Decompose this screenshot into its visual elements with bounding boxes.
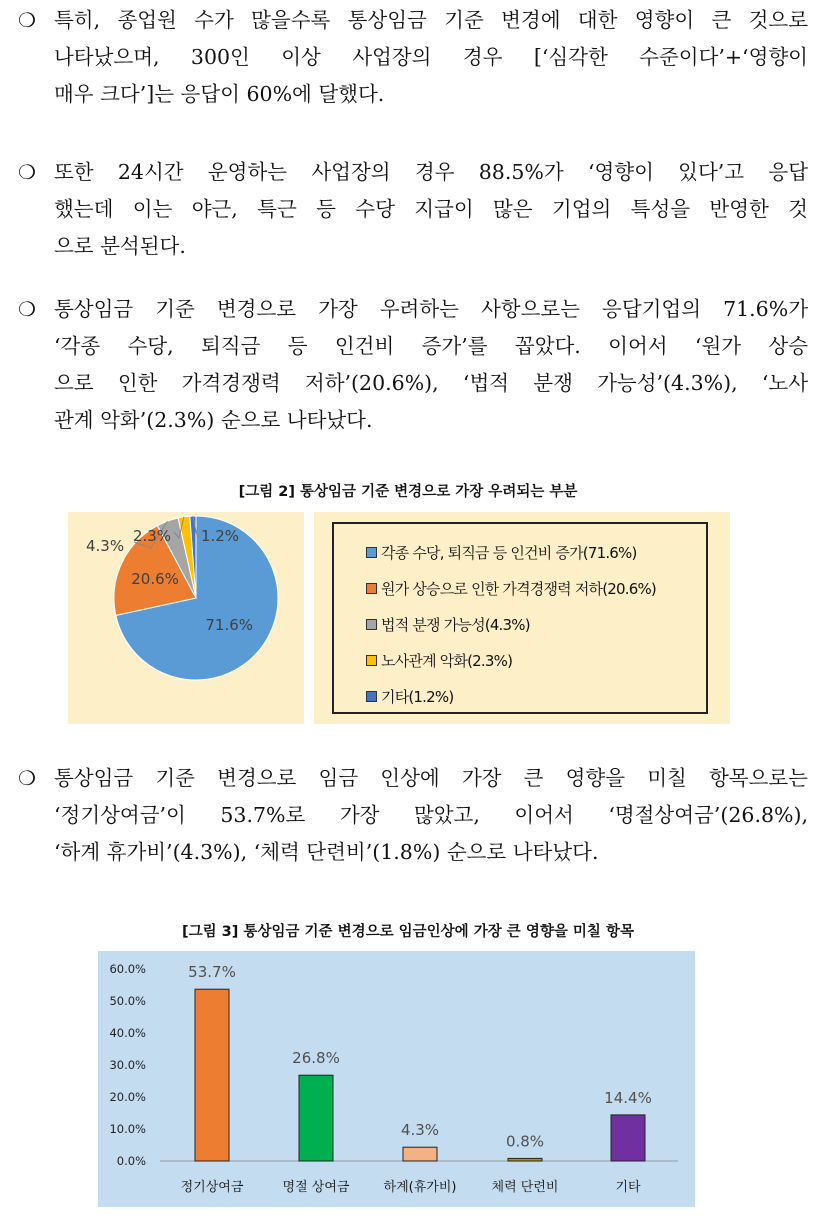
- legend-swatch: [366, 547, 377, 558]
- pie-data-label: 1.2%: [200, 527, 240, 545]
- x-category-label: 기타: [615, 1180, 641, 1195]
- legend-label: 기타(1.2%): [381, 687, 454, 706]
- pie-data-label: 20.6%: [131, 570, 179, 589]
- pie-data-label: 2.3%: [132, 527, 172, 545]
- bar: [611, 1115, 645, 1161]
- y-tick-label: 20.0%: [109, 1090, 146, 1104]
- bar-data-label: 4.3%: [400, 1121, 440, 1140]
- paragraph-line: 통상임금 기준 변경으로 가장 우려하는 사항으로는 응답기업의 71.6%가: [54, 297, 808, 321]
- pie-legend-panel: [314, 512, 730, 724]
- legend-item: [366, 642, 706, 678]
- bar-data-label: 0.8%: [505, 1132, 545, 1151]
- paragraph-line: 매우 크다’]는 응답이 60%에 달했다.: [54, 82, 385, 106]
- circle-bullet-icon: ❍: [18, 8, 36, 32]
- paragraph-2: [18, 154, 808, 265]
- paragraph-3: [18, 291, 808, 439]
- y-tick-label: 50.0%: [109, 994, 146, 1008]
- paragraph-line: 했는데 이는 야근, 특근 등 수당 지급이 많은 기업의 특성을 반영한 것: [54, 197, 808, 221]
- figure-3-title: [그림 3] 통상임금 기준 변경으로 임금인상에 가장 큰 영향을 미칠 항목: [181, 924, 634, 940]
- legend-label: 원가 상승으로 인한 가격경쟁력 저하(20.6%): [381, 579, 656, 598]
- y-tick-label: 10.0%: [109, 1122, 146, 1136]
- pie-legend: [332, 522, 708, 714]
- bar-data-label: 53.7%: [188, 963, 236, 982]
- bar-data-label: 14.4%: [604, 1088, 652, 1107]
- paragraph-4: [18, 760, 808, 871]
- legend-label: 각종 수당, 퇴직금 등 인건비 증가(71.6%): [381, 543, 637, 562]
- circle-bullet-icon: ❍: [18, 297, 36, 321]
- bar: [508, 1158, 542, 1161]
- legend-item: [366, 534, 706, 570]
- pie-data-label: 4.3%: [86, 537, 125, 555]
- bar: [195, 989, 229, 1161]
- x-category-label: 체력 단련비: [491, 1180, 559, 1195]
- legend-swatch: [366, 691, 377, 702]
- paragraph-line: 통상임금 기준 변경으로 임금 인상에 가장 큰 영향을 미칠 항목으로는: [54, 766, 808, 790]
- bar: [403, 1147, 437, 1161]
- x-category-label: 정기상여금: [180, 1180, 244, 1195]
- circle-bullet-icon: ❍: [18, 160, 36, 184]
- y-tick-label: 60.0%: [109, 962, 146, 976]
- x-category-label: 하계(휴가비): [383, 1180, 457, 1195]
- legend-item: [366, 678, 706, 714]
- legend-item: [366, 606, 706, 642]
- legend-swatch: [366, 619, 377, 630]
- bar: [299, 1075, 333, 1161]
- y-tick-label: 0.0%: [116, 1154, 146, 1168]
- legend-item: [366, 570, 706, 606]
- legend-label: 법적 분쟁 가능성(4.3%): [381, 615, 530, 634]
- bar-chart-panel: [98, 951, 695, 1207]
- paragraph-1: [18, 2, 808, 113]
- paragraph-line: 또한 24시간 운영하는 사업장의 경우 88.5%가 ‘영향이 있다’고 응답: [54, 160, 808, 184]
- pie-data-label: 71.6%: [205, 615, 254, 634]
- circle-bullet-icon: ❍: [18, 766, 36, 790]
- legend-label: 노사관계 악화(2.3%): [381, 651, 513, 670]
- bar-data-label: 26.8%: [292, 1049, 340, 1068]
- legend-swatch: [366, 583, 377, 594]
- paragraph-line: ‘각종 수당, 퇴직금 등 인건비 증가’를 꼽았다. 이어서 ‘원가 상승: [54, 334, 808, 358]
- paragraph-line: 나타났으며, 300인 이상 사업장의 경우 [‘심각한 수준이다’+‘영향이: [54, 45, 808, 69]
- pie-chart-panel: [68, 512, 304, 724]
- paragraph-line: ‘하계 휴가비’(4.3%), ‘체력 단련비’(1.8%) 순으로 나타났다.: [54, 840, 599, 864]
- y-tick-label: 40.0%: [109, 1026, 146, 1040]
- paragraph-line: 특히, 종업원 수가 많을수록 통상임금 기준 변경에 대한 영향이 큰 것으로: [54, 8, 808, 32]
- y-tick-label: 30.0%: [109, 1058, 146, 1072]
- pie-chart: [68, 512, 304, 724]
- paragraph-line: ‘정기상여금’이 53.7%로 가장 많았고, 이어서 ‘명절상여금’(26.8%),: [54, 803, 808, 827]
- x-category-label: 명절 상여금: [282, 1180, 350, 1195]
- paragraph-line: 으로 인한 가격경쟁력 저하’(20.6%), ‘법적 분쟁 가능성’(4.3%), ‘노사: [54, 371, 808, 395]
- paragraph-line: 으로 분석된다.: [54, 234, 186, 258]
- figure-2-title: [그림 2] 통상임금 기준 변경으로 가장 우려되는 부분: [238, 484, 578, 500]
- bar-chart: [98, 951, 695, 1207]
- legend-swatch: [366, 655, 377, 666]
- paragraph-line: 관계 악화’(2.3%) 순으로 나타났다.: [54, 408, 373, 432]
